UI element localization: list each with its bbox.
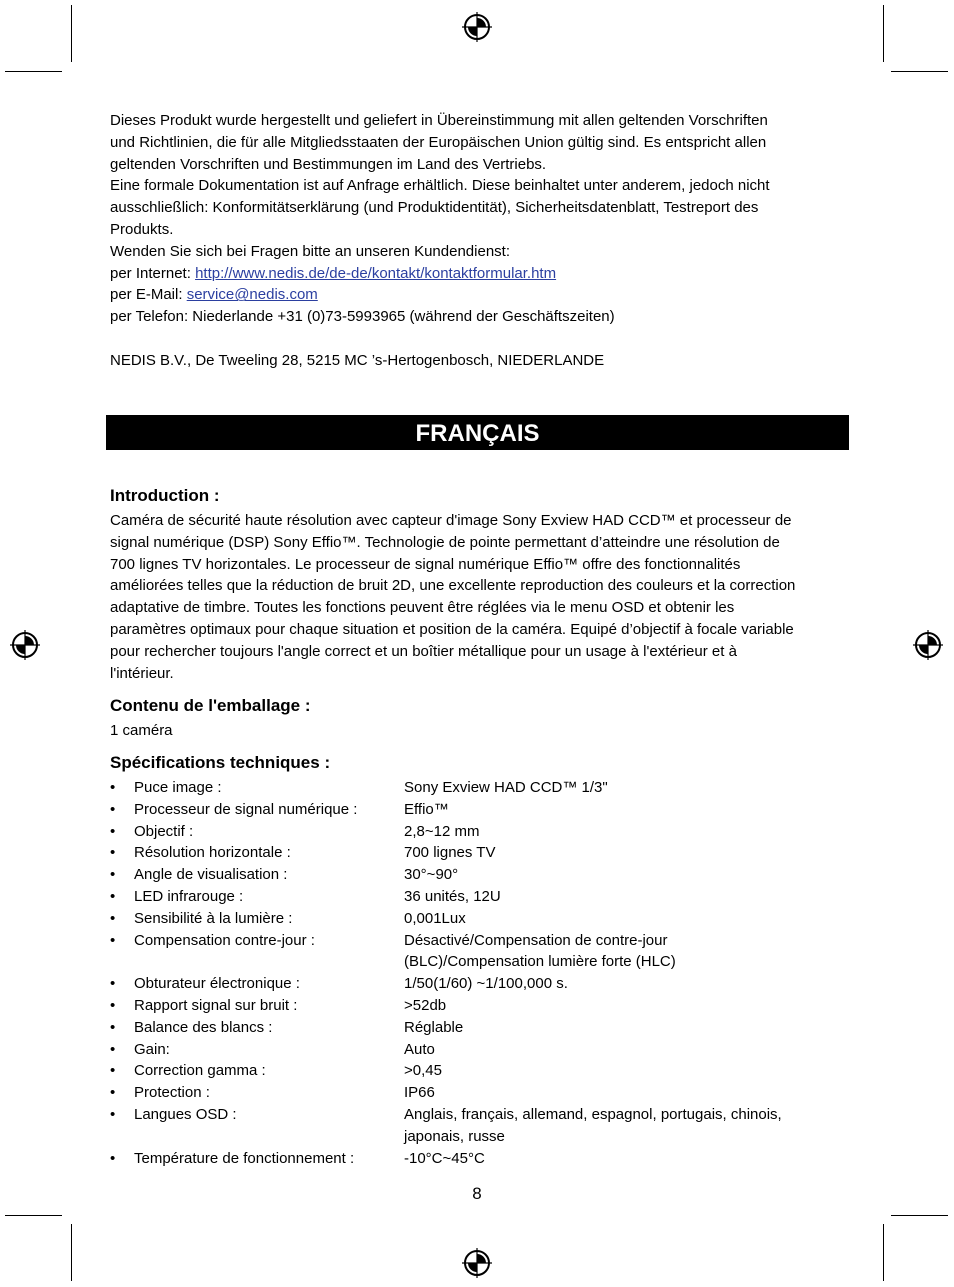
spec-value: Effio™ (404, 800, 449, 818)
spec-item (110, 930, 850, 974)
spec-item (110, 1104, 850, 1148)
crop-mark (883, 1224, 884, 1281)
spec-value: IP66 (404, 1084, 435, 1102)
bullet: • (110, 887, 116, 905)
spec-label: Balance des blancs : (134, 1018, 273, 1036)
spec-label: Gain: (134, 1040, 170, 1058)
spec-value: -10°C~45°C (404, 1149, 485, 1167)
spec-item (110, 1017, 850, 1039)
package-text: 1 caméra (110, 722, 173, 739)
contact-form-link[interactable]: http://www.nedis.de/de-de/kontakt/kontaktformular.htm (195, 264, 557, 282)
registration-mark-icon (913, 630, 943, 660)
crop-mark (71, 5, 72, 62)
bullet: • (110, 931, 116, 949)
spec-label: Température de fonctionnement : (134, 1149, 355, 1167)
spec-value-line: Désactivé/Compensation de contre-jour (404, 931, 668, 949)
spec-item (110, 1039, 850, 1061)
spec-value: >0,45 (404, 1062, 442, 1080)
bullet: • (110, 975, 116, 993)
spec-item (110, 842, 850, 864)
spec-label: Sensibilité à la lumière : (134, 909, 293, 927)
german-section (110, 110, 850, 372)
registration-mark-icon (462, 12, 492, 42)
spec-label: Puce image : (134, 779, 222, 796)
bullet: • (110, 1062, 116, 1080)
german-line: Eine formale Dokumentation ist auf Anfrage erhältlich. Diese beinhaltet unter anderem, jedoch nicht (110, 177, 770, 195)
intro-line: signal numérique (DSP) Sony Effio™. Technologie de pointe permettant d’atteindre une résolution de (110, 533, 780, 551)
intro-line: Caméra de sécurité haute résolution avec capteur d'image Sony Exview HAD CCD™ et processeur de (110, 512, 792, 529)
intro-heading: Introduction : (110, 486, 220, 505)
spec-item (110, 777, 850, 799)
intro-line: pour rechercher toujours l'angle correct et un boîtier métallique pour un usage à l'extérieur et à (110, 642, 737, 660)
bullet: • (110, 1105, 116, 1123)
spec-value: 700 lignes TV (404, 844, 496, 862)
spec-item (110, 973, 850, 995)
bullet: • (110, 996, 116, 1014)
spec-value: Sony Exview HAD CCD™ 1/3" (404, 779, 608, 796)
crop-mark (5, 71, 62, 72)
spec-label: LED infrarouge : (134, 887, 244, 905)
registration-mark-icon (10, 630, 40, 660)
spec-label: Objectif : (134, 822, 194, 840)
spec-value: Réglable (404, 1018, 464, 1036)
address-line: NEDIS B.V., De Tweeling 28, 5215 MC ’s-Hertogenbosch, NIEDERLANDE (110, 351, 605, 369)
german-line: geltenden Vorschriften und Bestimmungen im Land des Vertriebs. (110, 155, 547, 173)
german-line: Dieses Produkt wurde hergestellt und geliefert in Übereinstimmung mit allen geltenden Vorschriften (110, 112, 768, 129)
german-line: ausschließlich: Konformitätserklärung (und Produktidentität), Sicherheitsdatenblatt, Testreport des (110, 199, 759, 217)
crop-mark (5, 1215, 62, 1216)
spec-value (404, 930, 850, 974)
spec-item (110, 1082, 850, 1104)
german-line: Wenden Sie sich bei Fragen bitte an unseren Kundendienst: (110, 242, 510, 260)
specs-list (110, 777, 850, 1169)
spec-label: Résolution horizontale : (134, 844, 291, 862)
spec-value: Auto (404, 1040, 435, 1058)
spec-item (110, 908, 850, 930)
spec-item (110, 864, 850, 886)
bullet: • (110, 909, 116, 927)
spec-value: 36 unités, 12U (404, 887, 501, 905)
internet-label: per Internet: (110, 264, 196, 282)
spec-item (110, 821, 850, 843)
spec-value-line: (BLC)/Compensation lumière forte (HLC) (404, 953, 676, 971)
intro-text (110, 510, 852, 684)
spec-item (110, 995, 850, 1017)
spec-value: 0,001Lux (404, 909, 466, 927)
spec-value: 1/50(1/60) ~1/100,000 s. (404, 975, 568, 993)
spec-item (110, 799, 850, 821)
intro-line: améliorées telles que la réduction de bruit 2D, une excellente reproduction des couleurs et la correction (110, 577, 796, 595)
spec-label: Angle de visualisation : (134, 866, 288, 884)
page-number: 8 (472, 1184, 482, 1203)
spec-value-line: japonais, russe (404, 1127, 505, 1145)
spec-value-line: Anglais, français, allemand, espagnol, portugais, chinois, (404, 1105, 782, 1123)
bullet: • (110, 844, 116, 862)
email-link[interactable]: service@nedis.com (186, 286, 318, 304)
internet-line (110, 263, 850, 285)
bullet: • (110, 866, 116, 884)
email-line (110, 284, 850, 306)
spec-label: Processeur de signal numérique : (134, 800, 358, 818)
german-line: und Richtlinien, die für alle Mitgliedsstaaten der Europäischen Union gültig sind. Es entspricht allen (110, 133, 767, 151)
bullet: • (110, 800, 116, 818)
specs-heading: Spécifications techniques : (110, 753, 331, 772)
spec-value: 30°~90° (404, 866, 459, 884)
spec-label: Obturateur électronique : (134, 975, 300, 993)
bullet: • (110, 1040, 116, 1058)
bullet: • (110, 1149, 116, 1167)
registration-mark-icon (462, 1248, 492, 1278)
spec-label: Rapport signal sur bruit : (134, 996, 298, 1014)
intro-line: paramètres optimaux pour chaque situation et position de la caméra. Equipé d’objectif à focale variable (110, 620, 794, 638)
spec-label: Protection : (134, 1084, 210, 1102)
bullet: • (110, 779, 116, 796)
intro-line: adaptative de timbre. Toutes les fonctions peuvent être réglées via le menu OSD et obtenir les (110, 599, 735, 617)
spec-item (110, 1060, 850, 1082)
spec-value (404, 1104, 850, 1148)
spec-label: Correction gamma : (134, 1062, 266, 1080)
bullet: • (110, 1084, 116, 1102)
crop-mark (891, 71, 948, 72)
spec-item (110, 1148, 850, 1170)
section-banner: FRANÇAIS (106, 415, 849, 450)
package-heading: Contenu de l'emballage : (110, 696, 311, 715)
intro-line: l'intérieur. (110, 664, 174, 682)
spec-value: 2,8~12 mm (404, 822, 480, 840)
email-label: per E-Mail: (110, 286, 187, 304)
spec-item (110, 886, 850, 908)
phone-line: per Telefon: Niederlande +31 (0)73-5993965 (während der Geschäftszeiten) (110, 308, 615, 326)
crop-mark (883, 5, 884, 62)
crop-mark (71, 1224, 72, 1281)
bullet: • (110, 822, 116, 840)
spec-label: Langues OSD : (134, 1105, 237, 1123)
spec-value: >52db (404, 996, 447, 1014)
spec-label: Compensation contre-jour : (134, 931, 315, 949)
bullet: • (110, 1018, 116, 1036)
intro-line: 700 lignes TV horizontales. Le processeur de signal numérique Effio™ offre des fonctionnalités (110, 555, 741, 573)
crop-mark (891, 1215, 948, 1216)
german-line: Produkts. (110, 220, 174, 238)
